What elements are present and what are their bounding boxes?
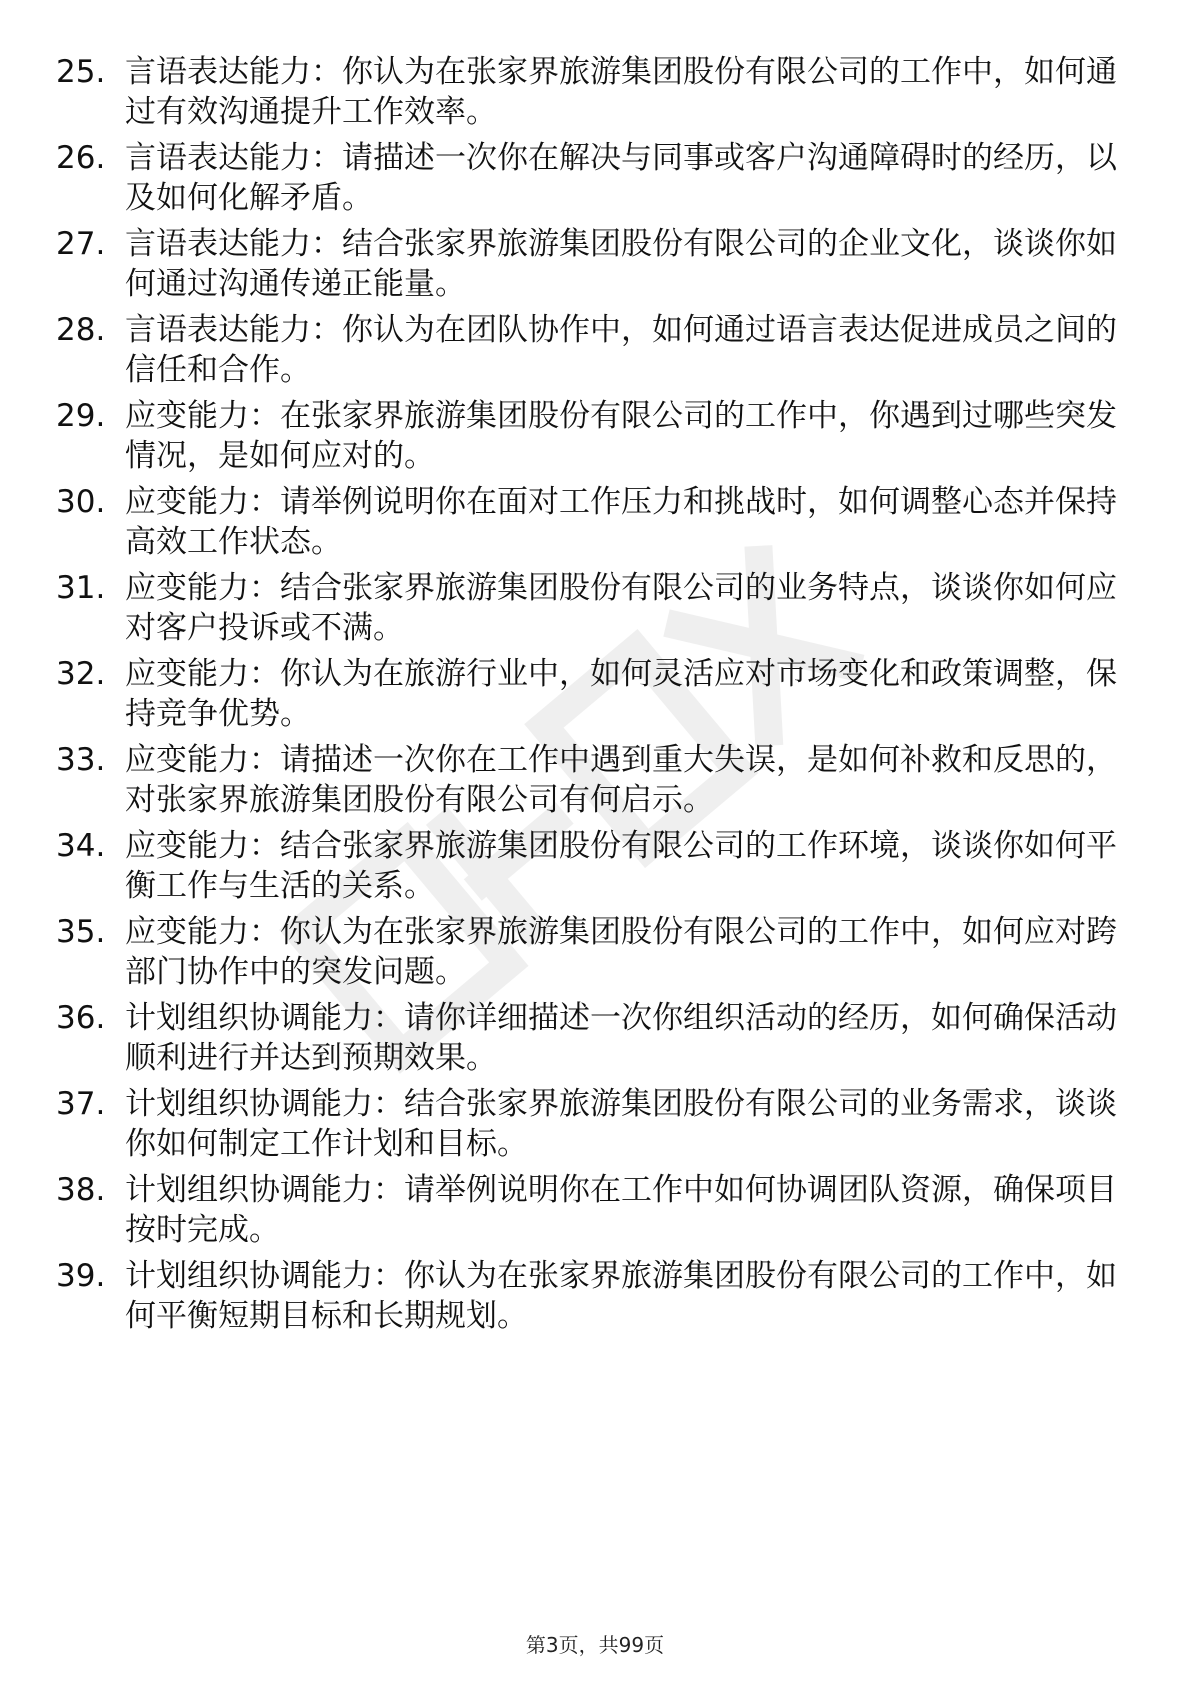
question-number: 31. [56,570,106,606]
question-item [56,224,1126,310]
question-number: 38. [56,1172,106,1208]
question-item [56,1170,1126,1256]
question-text: 应变能力：结合张家界旅游集团股份有限公司的业务特点，谈谈你如何应对客户投诉或不满。 [125,570,1117,646]
page-footer: 第3页，共99页 [525,1633,665,1657]
question-item [56,482,1126,568]
question-text: 应变能力：你认为在旅游行业中，如何灵活应对市场变化和政策调整，保持竞争优势。 [125,656,1117,732]
question-list [56,52,1126,1342]
question-number: 30. [56,484,106,520]
question-number: 26. [56,140,106,176]
question-text: 应变能力：你认为在张家界旅游集团股份有限公司的工作中，如何应对跨部门协作中的突发问题。 [125,914,1117,990]
question-text: 言语表达能力：请描述一次你在解决与同事或客户沟通障碍时的经历，以及如何化解矛盾。 [125,140,1117,216]
question-text: 言语表达能力：结合张家界旅游集团股份有限公司的企业文化，谈谈你如何通过沟通传递正能量。 [125,226,1117,302]
question-text: 计划组织协调能力：结合张家界旅游集团股份有限公司的业务需求，谈谈你如何制定工作计划和目标。 [125,1086,1117,1162]
question-item [56,1084,1126,1170]
question-number: 32. [56,656,106,692]
question-number: 37. [56,1086,106,1122]
question-item [56,1256,1126,1342]
question-item [56,568,1126,654]
question-item [56,310,1126,396]
question-item [56,52,1126,138]
question-number: 34. [56,828,106,864]
question-item [56,138,1126,224]
question-text: 计划组织协调能力：请你详细描述一次你组织活动的经历，如何确保活动顺利进行并达到预期效果。 [125,1000,1117,1076]
question-item [56,396,1126,482]
question-number: 36. [56,1000,106,1036]
question-item [56,740,1126,826]
question-number: 29. [56,398,106,434]
question-item [56,826,1126,912]
question-number: 25. [56,54,106,90]
question-number: 28. [56,312,106,348]
question-number: 33. [56,742,106,778]
question-text: 应变能力：结合张家界旅游集团股份有限公司的工作环境，谈谈你如何平衡工作与生活的关系。 [125,828,1117,904]
question-number: 35. [56,914,106,950]
question-number: 39. [56,1258,106,1294]
question-number: 27. [56,226,106,262]
question-text: 计划组织协调能力：请举例说明你在工作中如何协调团队资源，确保项目按时完成。 [125,1172,1117,1248]
question-text: 言语表达能力：你认为在团队协作中，如何通过语言表达促进成员之间的信任和合作。 [125,312,1117,388]
question-text: 计划组织协调能力：你认为在张家界旅游集团股份有限公司的工作中，如何平衡短期目标和长期规划。 [125,1258,1117,1334]
question-text: 应变能力：请描述一次你在工作中遇到重大失误，是如何补救和反思的，对张家界旅游集团股份有限公司有何启示。 [125,742,1117,818]
question-text: 应变能力：请举例说明你在面对工作压力和挑战时，如何调整心态并保持高效工作状态。 [125,484,1117,560]
question-item [56,654,1126,740]
question-text: 应变能力：在张家界旅游集团股份有限公司的工作中，你遇到过哪些突发情况，是如何应对的。 [125,398,1117,474]
question-text: 言语表达能力：你认为在张家界旅游集团股份有限公司的工作中，如何通过有效沟通提升工作效率。 [125,54,1117,130]
question-item [56,912,1126,998]
question-item [56,998,1126,1084]
